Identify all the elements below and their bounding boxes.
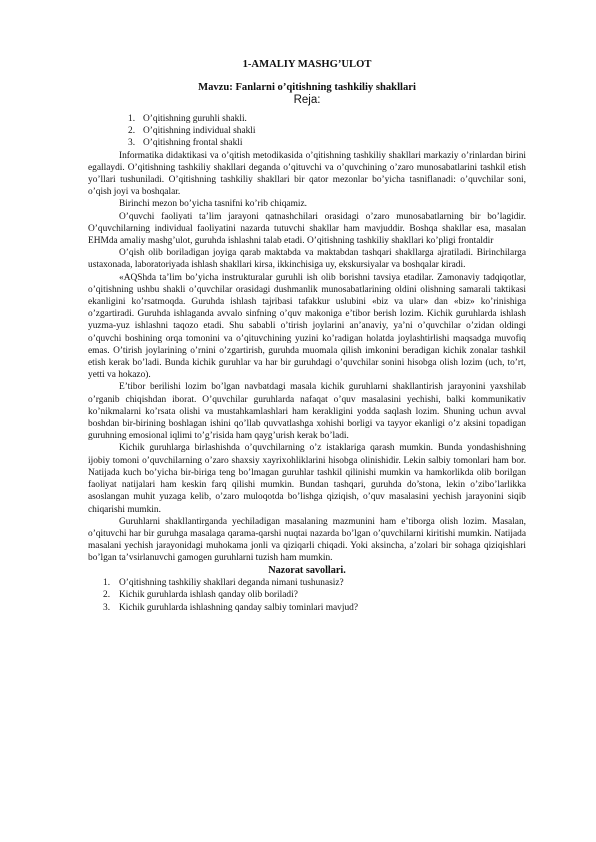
- question-number: 1.: [103, 577, 111, 588]
- document-title: 1-AMALIY MASHG’ULOT: [242, 59, 372, 70]
- plan-list: [88, 113, 526, 150]
- plan-item: [88, 113, 526, 125]
- body-paragraph: «AQShda ta’lim bo’yicha instrukturalar guruhli ish olib borishni tavsiya etadilar. Zamonaviy tadqiqotlar, o’qitishning ushbu shakli o’quvchilar orasidagi dushmanlik munosabatlarining oldini olishning samarali taktikasi ekanligini ko’rsatmoqda. Guruhda ishlash tajribasi tafakkur uslubini «biz va ular» dan «biz» ko’rinishiga o’zgartiradi. Guruhda ishlaganda avvalo sinfning o’quv makoniga e’tibor berish lozim. Kichik guruhlarda ishlash yuzma-yuz ishlashni taqozo etadi. Shu sababli o’tirish joylarini an’anaviy, ya’ni o’quvchilar o’zidan oldingi o’quvchi boshining orqa tomonini va o’qituvchining yuzini ko’radigan holatda joylashtirlishi maqsadga muvofiq emas. O’tirish joylarining o’rnini o’zgartirish, guruhda muomala qilish imkonini beradigan kichik zonalar tashkil etish kerak bo’ladi. Bunda kichik guruhlar va har bir guruhdagi o’quvchilar sonini hisobga olish lozim (uch, to’rt, yetti va hokazo).: [88, 272, 526, 381]
- body-paragraph: Kichik guruhlarga birlashishda o’quvchilarning o’z istaklariga qarash mumkin. Bunda yondashishning ijobiy tomoni o’quvchilarning o’zaro shaxsiy xayrixohliklarini hisobga olinishidir. Lekin salbiy tomonlari ham bor. Natijada kuch bo’yicha bir-biriga teng bo’lmagan guruhlar tashkil qilinishi mumkin va hamkorlikda olib borilgan faoliyat natijalari ham keskin farq qilishi mumkin. Bundan tashqari, guruhda do’stona, lekin o’zibo’larlikka asoslangan muhit yuzaga kelib, o’zaro muloqotda bo’lishga qiziqish, o’quv masalasini yechish jarayonini siqib chiqarishi mumkin.: [88, 443, 526, 515]
- plan-item-text: O’qitishning individual shakli: [143, 126, 256, 137]
- body-paragraph: Informatika didaktikasi va o’qitish metodikasida o’qitishning tashkiliy shakllari markaziy o’rinlardan birini egallaydi. O’qitishning tashkiliy shakllari deganda o’qituvchi va o’quvchining o’zaro munosabatlarini tashkil etish yo’llari tushuniladi. O’qitishning tashkiliy shakllari bir qator mezonlar bo’yicha tasniflanadi: o’quvchilar soni, o’qish joyi va boshqalar.: [88, 150, 526, 198]
- body-paragraph: Guruhlarni shakllantirganda yechiladigan masalaning mazmunini ham e’tiborga olish lozim. Masalan, o’qituvchi har bir guruhga masalaga qarama-qarshi nuqtai nazarda bo’lgan o’quvchilarni kiritishi mumkin. Natijada masalani yechish jarayonidagi muhokama jonli va qiziqarli chiqadi. Yoki aksincha, a’zolari bir sohaga qiziqishlari bo’lgan ta’vsirlanuvchi gamogen guruhlarni tuzish ham mumkin.: [88, 516, 526, 564]
- question-item: [88, 577, 526, 589]
- question-text: O’qitishning tashkiliy shakllari deganda nimani tushunasiz?: [119, 577, 344, 588]
- questions-heading: Nazorat savollari.: [268, 564, 346, 576]
- body-paragraph: O’qish olib boriladigan joyiga qarab maktabda va maktabdan tashqari shakllarga ajratiladi. Birinchilarga ustaxonada, laboratoriyada ishlash shakllari kirsa, ikkinchisiga uy, ekskursiyalar va boshqalar kiradi.: [88, 248, 526, 271]
- plan-item: [88, 125, 526, 137]
- document-page: [88, 58, 526, 614]
- question-text: Kichik guruhlarda ishlash qanday olib boriladi?: [119, 590, 298, 601]
- plan-item-number: 2.: [128, 126, 136, 137]
- question-item: [88, 589, 526, 601]
- question-text: Kichik guruhlarda ishlashning qanday salbiy tominlari mavjud?: [119, 602, 359, 613]
- question-item: [88, 602, 526, 614]
- body-paragraph: O’quvchi faoliyati ta’lim jarayoni qatnashchilari orasidagi o’zaro munosabatlarning bir bo’lagidir. O’quvchilarning individual faoliyatini nazarda tutuvchi shakllar ham mavjuddir. Boshqa shakllar esa, masalan EHMda amaliy mashg’ulot, guruhda ishlashni talab etadi. O’qitishning tashkiliy shakllari ko’pligi frontaldir: [88, 211, 526, 247]
- body-paragraph: Birinchi mezon bo’yicha tasnifni ko’rib chiqamiz.: [119, 199, 307, 210]
- plan-item-number: 3.: [128, 138, 136, 149]
- body-paragraph: E’tibor berilishi lozim bo’lgan navbatdagi masala kichik guruhlarni shakllantirish jarayonini yaxshilab o’rganib chiqishdan iborat. O’quvchilar guruhlarda nafaqat o’quv masalasini yechishi, balki kommunikativ ko’nikmalarni ko’rsata olishi va mustahkamlashlari ham kerakligini yodda saqlash lozim. Shuning uchun avval boshdan bir-birining boshlagan ishini qo’llab quvvatlashga xohishi borligi va tayyor ekanligi o’z aksini topadigan guruhning emosional iqlimi to’g’risida ham qayg’urish kerak bo’ladi.: [88, 382, 526, 442]
- topic-line: Mavzu: Fanlarni o’qitishning tashkiliy shakllari: [198, 82, 416, 93]
- question-number: 2.: [103, 590, 111, 601]
- plan-item-text: O’qitishning frontal shakli: [143, 138, 243, 149]
- plan-item-text: O’qitishning guruhli shakli.: [143, 114, 247, 124]
- plan-heading: Reja:: [293, 94, 321, 106]
- question-number: 3.: [103, 602, 111, 613]
- plan-item: [88, 137, 526, 149]
- plan-item-number: 1.: [128, 114, 136, 124]
- questions-list: [88, 577, 526, 614]
